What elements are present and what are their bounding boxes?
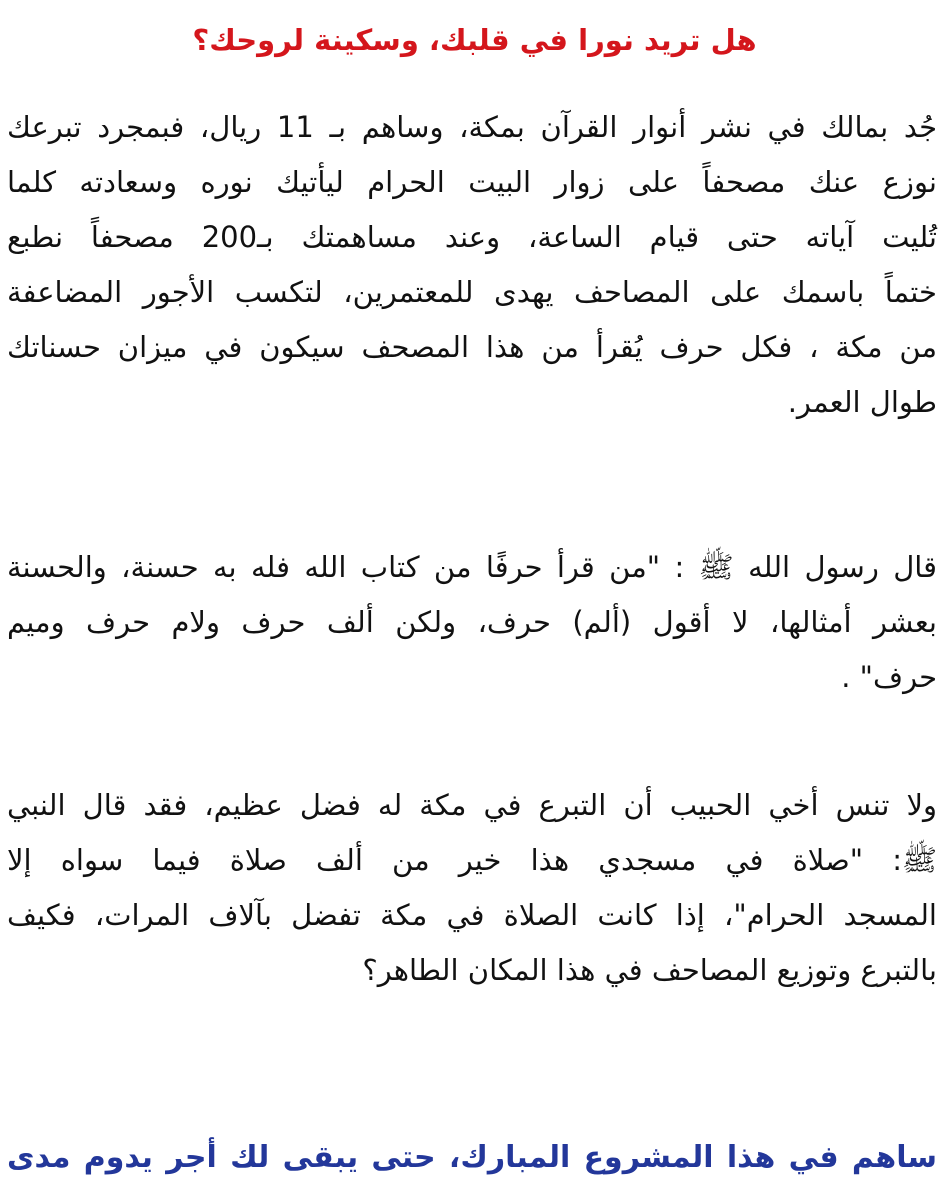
paragraph-line: بالتبرع وتوزيع المصاحف في هذا المكان الطاهر؟ (362, 953, 937, 987)
paragraph-line: نوزع عنك مصحفاً على زوار البيت الحرام ليأتيك نوره وسعادته كلما (7, 165, 937, 199)
paragraph-line: طوال العمر. (787, 385, 937, 419)
footer-call-to-action: ساهم في هذا المشروع المبارك، حتى يبقى لك أجر يدوم مدى (7, 1140, 937, 1175)
paragraph-line: بعشر أمثالها، لا أقول (ألم) حرف، ولكن ألف حرف ولام حرف وميم (7, 605, 937, 639)
paragraph-line: قال رسول الله ﷺ : "من قرأ حرفًا من كتاب الله فله به حسنة، والحسنة (7, 550, 937, 584)
paragraph-line: من مكة ، فكل حرف يُقرأ من هذا المصحف سيكون في ميزان حسناتك (7, 330, 937, 364)
paragraph-hadith-quran (7, 540, 937, 705)
paragraph-makkah-virtue (7, 778, 937, 998)
paragraph-line: ختماً باسمك على المصاحف يهدى للمعتمرين، لتكسب الأجور المضاعفة (7, 275, 937, 309)
paragraph-line: حرف" . (841, 660, 937, 694)
paragraph-line: تُليت آياته حتى قيام الساعة، وعند مساهمتك بـ200 مصحفاً نطبع (7, 220, 937, 254)
paragraph-line: ﷺ: "صلاة في مسجدي هذا خير من ألف صلاة فيما سواه إلا (7, 843, 937, 877)
paragraph-donation (7, 100, 937, 430)
paragraph-line: المسجد الحرام"، إذا كانت الصلاة في مكة تفضل بآلاف المرات، فكيف (7, 898, 937, 932)
paragraph-line: جُد بمالك في نشر أنوار القرآن بمكة، وساهم بـ 11 ريال، فبمجرد تبرعك (7, 110, 938, 144)
paragraph-line: ولا تنس أخي الحبيب أن التبرع في مكة له فضل عظيم، فقد قال النبي (7, 788, 937, 822)
page-title: هل تريد نورا في قلبك، وسكينة لروحك؟ (192, 23, 757, 57)
